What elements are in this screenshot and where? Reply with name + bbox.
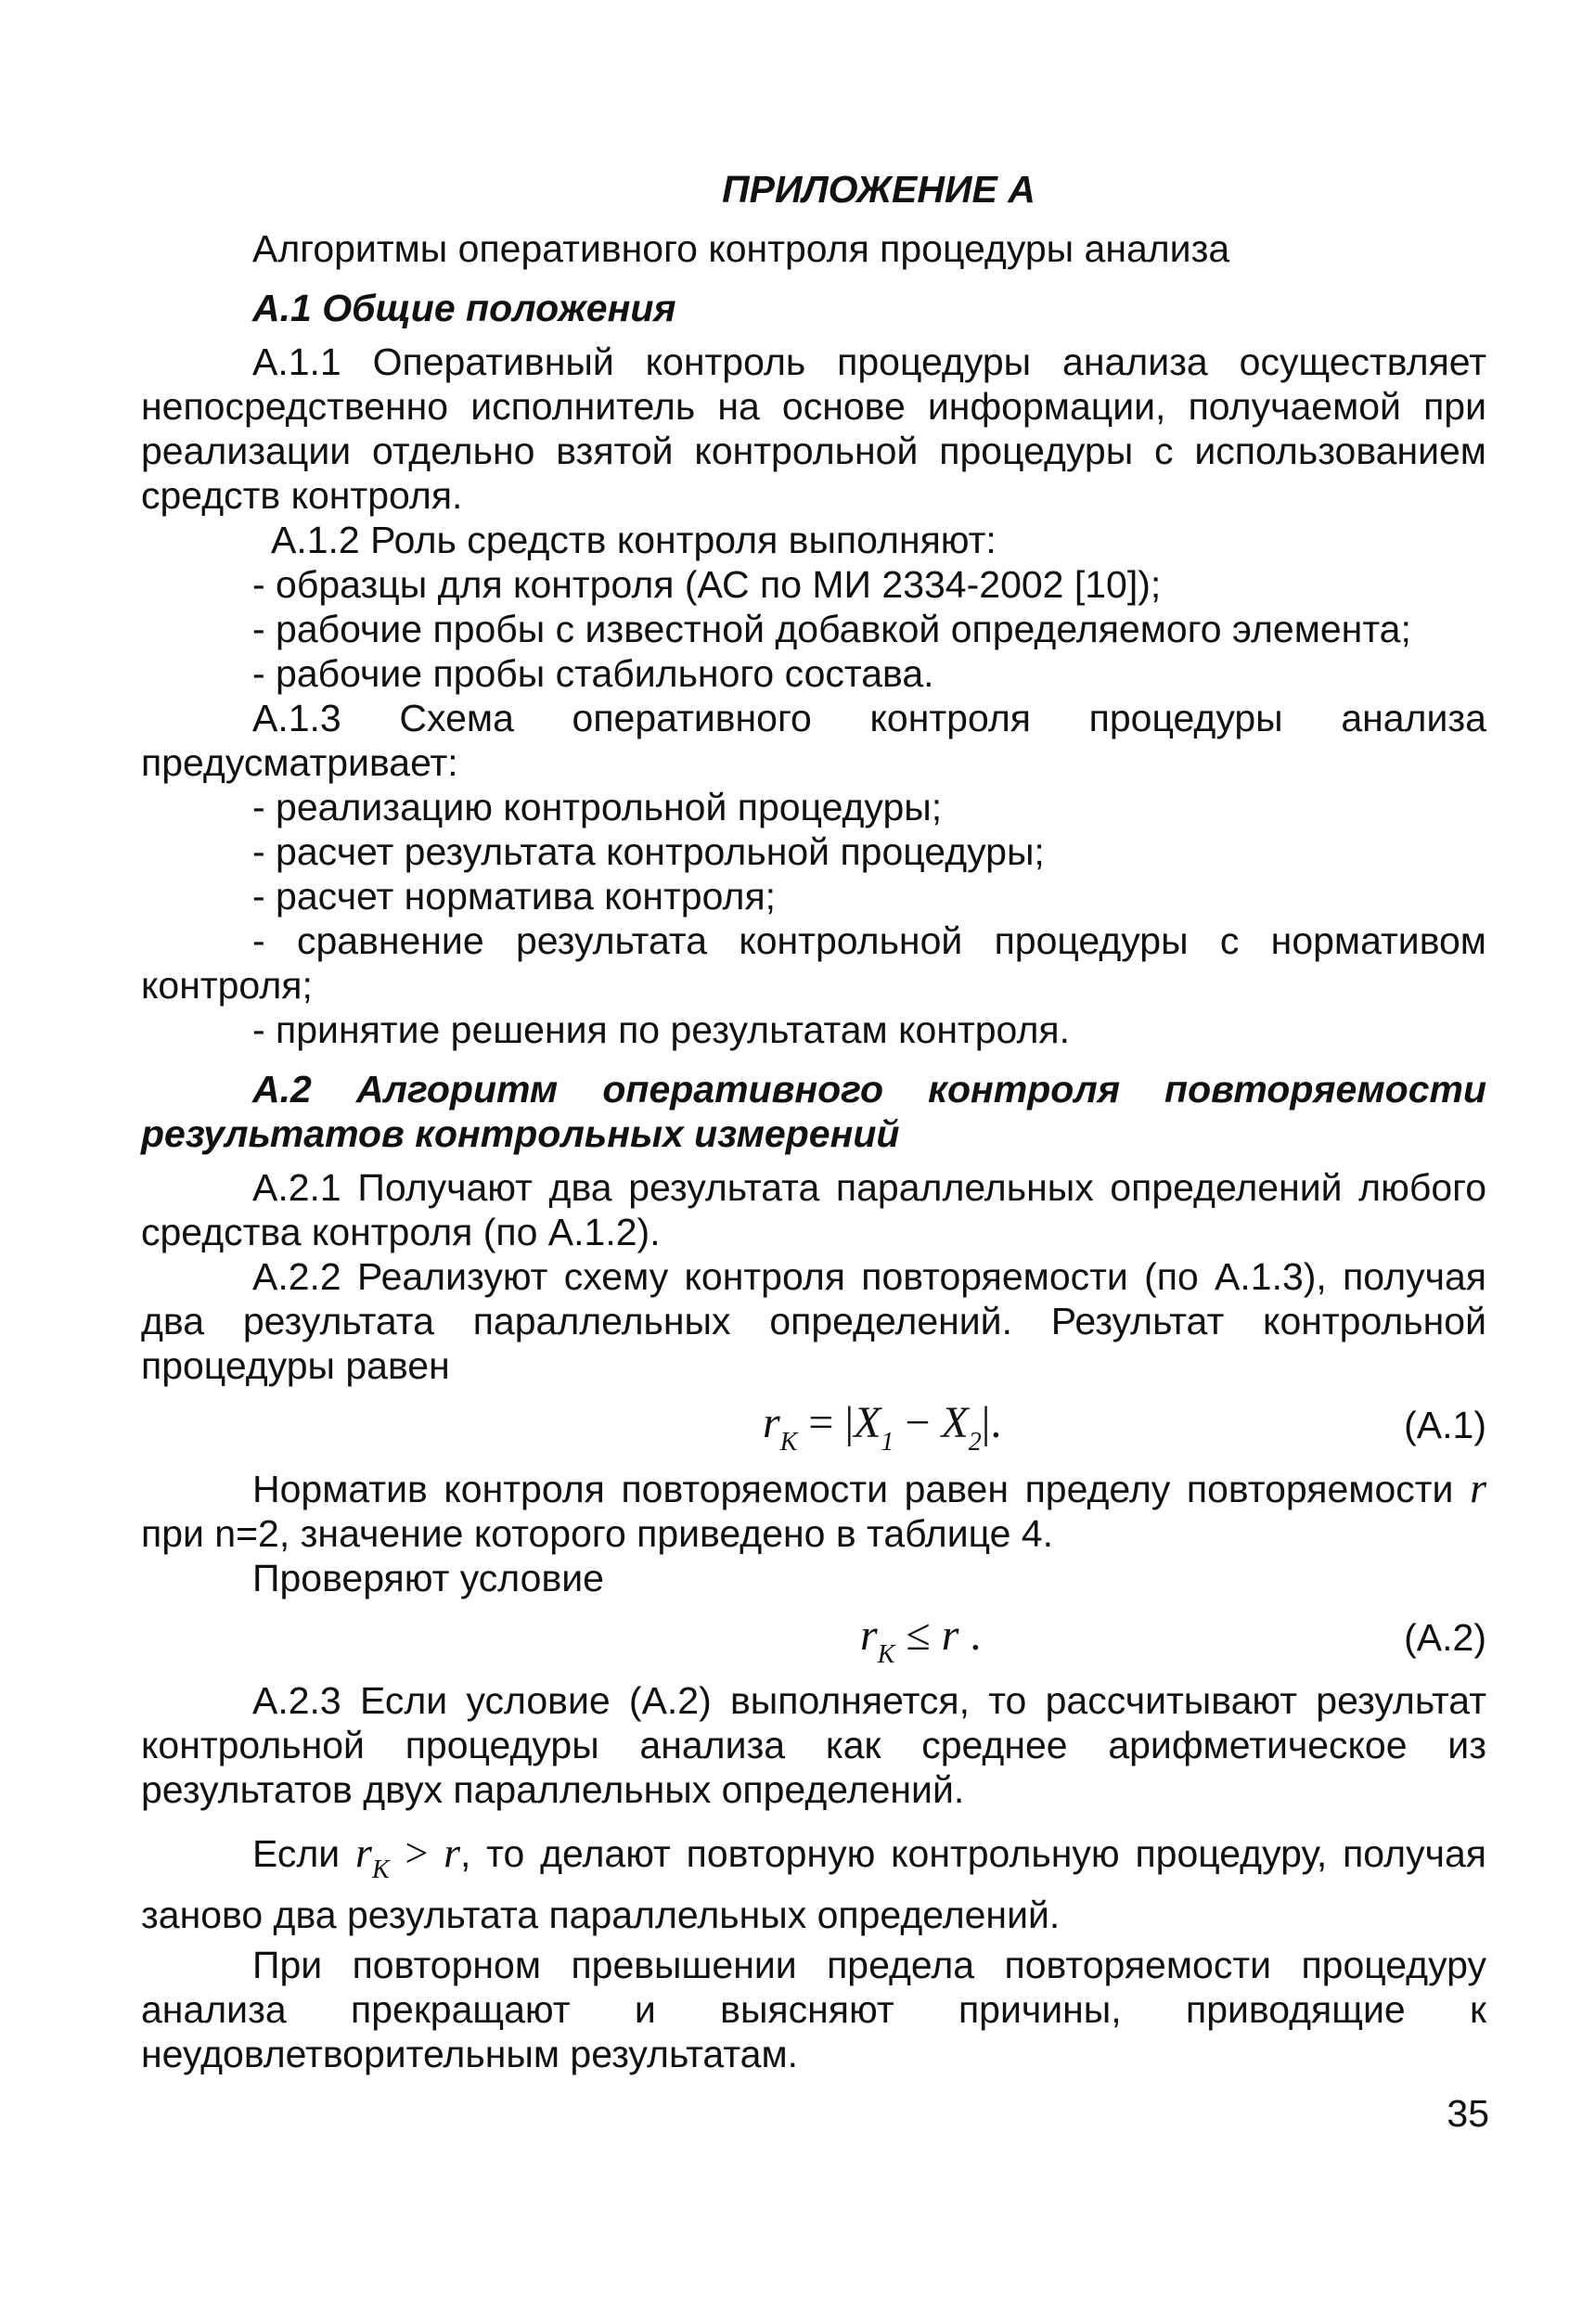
paragraph-a1-3: А.1.3 Схема оперативного контроля процедуры анализа предусматривает: — [141, 697, 1486, 784]
equation-number: (А.1) — [1404, 1404, 1486, 1446]
appendix-subtitle: Алгоритмы оперативного контроля процедуры анализа — [252, 227, 1230, 270]
formula-symbol: X — [941, 1398, 969, 1447]
paragraph-a1-1: А.1.1 Оперативный контроль процедуры анализа осуществляет непосредственно исполнитель на основе информации, получаемой при реализации отдельно взятой контрольной процедуры с использованием средств контроля. — [141, 340, 1486, 517]
list-item: - принятие решения по результатам контроля. — [252, 1008, 1070, 1051]
paragraph-a2-3-repeat — [141, 1825, 1486, 1943]
list-item: - рабочие пробы стабильного состава. — [252, 652, 934, 695]
formula-a1-row — [141, 1393, 1486, 1460]
formula-symbol: r — [763, 1398, 780, 1447]
text-run: Если — [252, 1832, 341, 1875]
formula-a2-row — [141, 1606, 1486, 1673]
document-page — [141, 167, 1486, 2076]
paragraph-a2-2-norm — [141, 1466, 1486, 1556]
formula-period: . — [970, 1611, 982, 1660]
formula-subscript: K — [877, 1640, 895, 1669]
list-item: - расчет норматива контроля; — [252, 875, 777, 918]
list-item: - образцы для контроля (АС по МИ 2334-2002 [10]); — [252, 563, 1162, 606]
list-item: - реализацию контрольной процедуры; — [252, 786, 943, 828]
abs-bar-right: | — [981, 1398, 991, 1447]
inline-operator: > — [405, 1830, 429, 1876]
inline-symbol — [355, 1829, 390, 1884]
formula-subscript: 2 — [968, 1428, 982, 1457]
formula-operator: − — [905, 1398, 931, 1447]
text-run: Норматив контроля повторяемости равен пределу повторяемости — [252, 1468, 1454, 1510]
inline-subscript: K — [371, 1855, 390, 1884]
list-item: - рабочие пробы с известной добавкой определяемого элемента; — [252, 608, 1411, 650]
paragraph-a2-1: А.2.1 Получают два результата параллельных определений любого средства контроля (по А.1.2). — [141, 1166, 1486, 1253]
text-run: при n=2, значение которого приведено в таблице 4. — [141, 1512, 1053, 1555]
list-item: - расчет результата контрольной процедуры; — [252, 830, 1045, 873]
paragraph-check-condition: Проверяют условие — [252, 1557, 604, 1599]
formula-operator: ≤ — [906, 1611, 931, 1660]
equation-number: (А.2) — [1404, 1616, 1486, 1659]
formula-period: . — [990, 1398, 1002, 1447]
paragraph-a1-2: А.1.2 Роль средств контроля выполняют: — [271, 519, 997, 561]
list-item: - сравнение результата контрольной процедуры с нормативом контроля; — [141, 919, 1486, 1007]
inline-symbol-r: r — [355, 1829, 372, 1876]
text-run: , то делают повторную контрольную процедуру, получая заново два результата параллельных определений. — [141, 1832, 1486, 1936]
section-a2-heading: А.2 Алгоритм оперативного контроля повторяемости результатов контрольных измерений — [141, 1068, 1486, 1155]
formula-symbol: r — [860, 1611, 878, 1660]
paragraph-a2-3: А.2.3 Если условие (А.2) выполняется, то рассчитывают результат контрольной процедуры анализа как среднее арифметическое из результатов двух параллельных определений. — [141, 1679, 1486, 1811]
formula-operator: = — [808, 1398, 834, 1447]
formula-subscript: 1 — [881, 1428, 894, 1457]
abs-bar-left: | — [844, 1398, 855, 1447]
paragraph-a2-3-final: При повторном превышении предела повторяемости процедуру анализа прекращают и выясняют причины, приводящие к неудовлетворительным результатам. — [141, 1944, 1486, 2075]
paragraph-a2-2: А.2.2 Реализуют схему контроля повторяемости (по А.1.3), получая два результата параллельных определений. Результат контрольной процедуры равен — [141, 1255, 1486, 1387]
page-number: 35 — [1447, 2092, 1489, 2135]
section-a1-heading: А.1 Общие положения — [252, 287, 676, 329]
appendix-title: ПРИЛОЖЕНИЕ А — [722, 168, 1035, 211]
formula-subscript: K — [779, 1428, 798, 1457]
inline-symbol: r — [444, 1829, 460, 1876]
spacer — [141, 1812, 1486, 1825]
inline-symbol: r — [1470, 1464, 1486, 1511]
formula-a2 — [860, 1611, 982, 1669]
formula-symbol: r — [941, 1611, 959, 1660]
formula-symbol: X — [854, 1398, 881, 1447]
formula-a1 — [763, 1398, 1002, 1457]
